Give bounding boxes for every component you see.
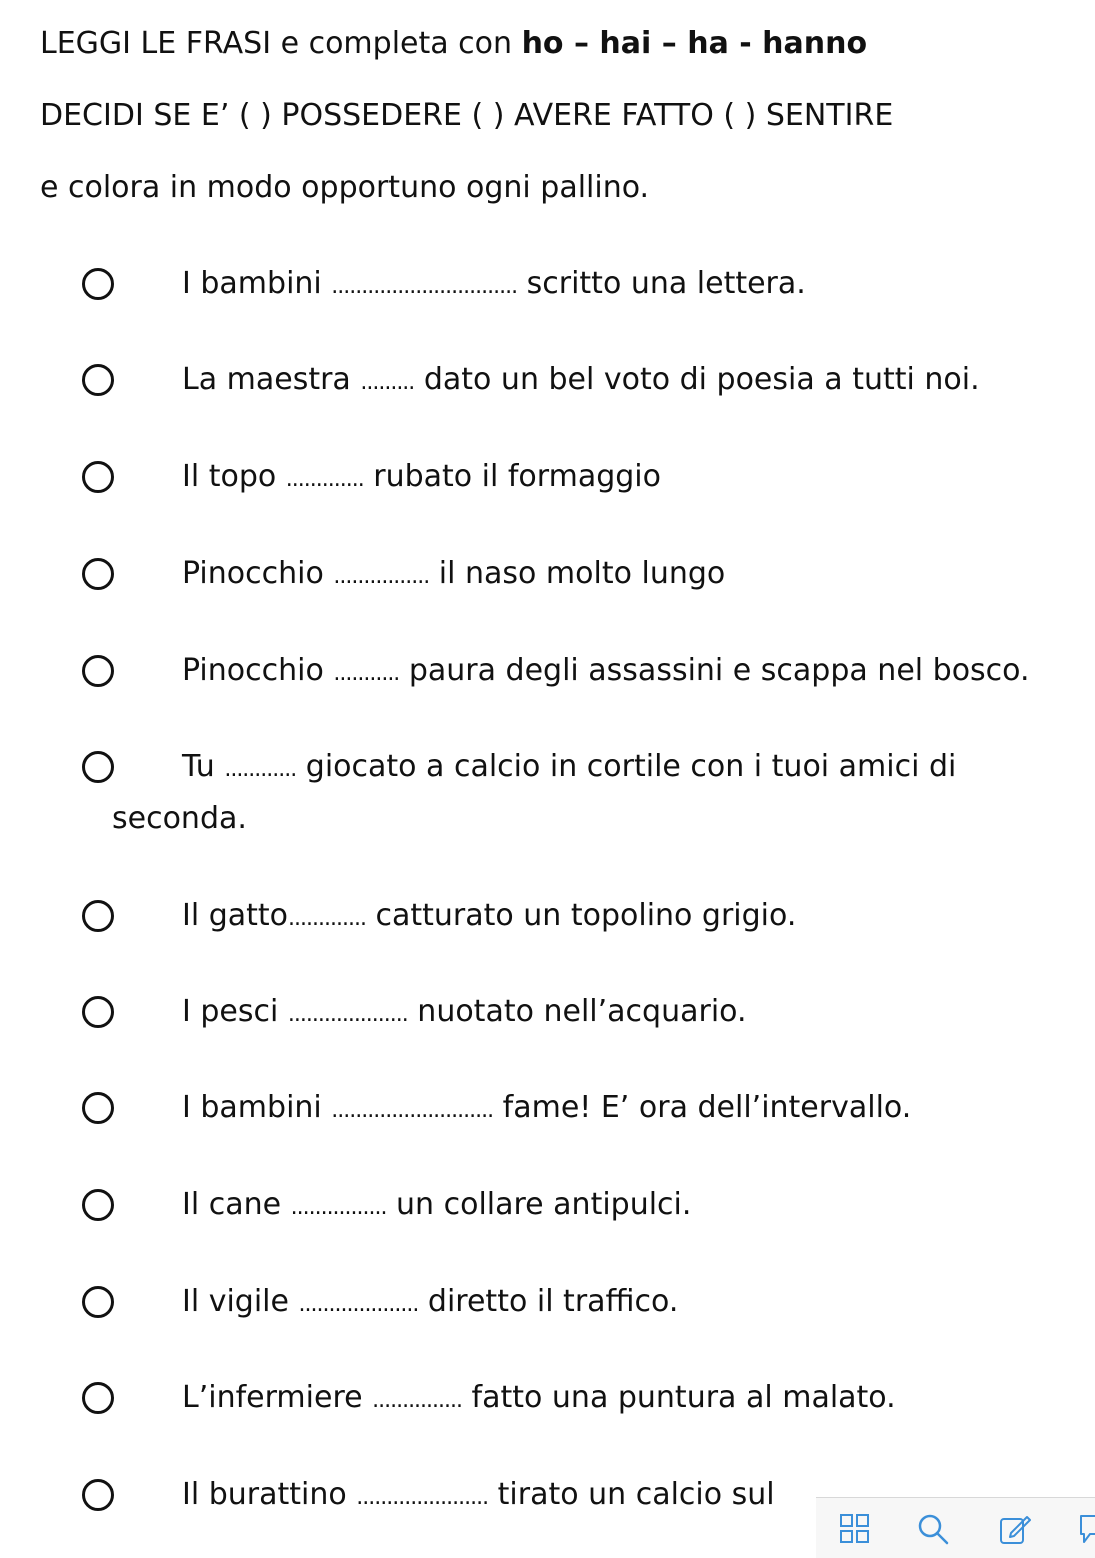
- answer-circle[interactable]: [82, 996, 114, 1028]
- answer-circle[interactable]: [82, 1382, 114, 1414]
- sentence-start: Il topo: [182, 459, 286, 494]
- blank[interactable]: ................: [333, 564, 430, 589]
- sentence: [182, 1090, 911, 1125]
- sentence: [182, 898, 796, 933]
- sentence: [182, 556, 725, 591]
- answer-circle[interactable]: [82, 1189, 114, 1221]
- blank[interactable]: ....................: [298, 1292, 419, 1317]
- sentence-end: il naso molto lungo: [429, 556, 726, 591]
- blank[interactable]: ............: [224, 757, 297, 782]
- blank[interactable]: ...............: [372, 1388, 463, 1413]
- viewer-toolbar: [816, 1497, 1095, 1558]
- sentence-end: catturato un topolino grigio.: [365, 898, 797, 933]
- blank[interactable]: ...........: [333, 661, 400, 686]
- answer-circle[interactable]: [82, 1479, 114, 1511]
- instruction-line-1: [40, 26, 867, 61]
- sentence-start: Tu: [182, 749, 225, 784]
- sentence: [182, 1284, 678, 1319]
- instruction-line-3: e colora in modo opportuno ogni pallino.: [40, 170, 650, 205]
- sentence-continuation: seconda.: [112, 801, 247, 836]
- sentence-start: I bambini: [182, 1090, 332, 1125]
- sentence: [182, 266, 806, 301]
- instruction-line-2: DECIDI SE E’ ( ) POSSEDERE ( ) AVERE FATTO ( ) SENTIRE: [40, 98, 894, 133]
- blank[interactable]: .........: [360, 370, 415, 395]
- sentence: [182, 1477, 775, 1512]
- grid-icon[interactable]: [838, 1512, 872, 1546]
- sentence-start: L’infermiere: [182, 1380, 373, 1415]
- sentence-end: fame! E’ ora dell’intervallo.: [493, 1090, 912, 1125]
- sentence: [182, 994, 747, 1029]
- answer-circle[interactable]: [82, 268, 114, 300]
- answer-circle[interactable]: [82, 461, 114, 493]
- instruction-line-1-text: LEGGI LE FRASI e completa con: [40, 26, 513, 61]
- answer-circle[interactable]: [82, 558, 114, 590]
- sentence-end: rubato il formaggio: [363, 459, 661, 494]
- sentence-start: Pinocchio: [182, 653, 334, 688]
- sentence: [182, 749, 956, 784]
- sentence: [182, 653, 1030, 688]
- answer-circle[interactable]: [82, 364, 114, 396]
- answer-circle[interactable]: [82, 1286, 114, 1318]
- sentence-start: Il gatto: [182, 898, 289, 933]
- answer-circle[interactable]: [82, 655, 114, 687]
- answer-circle[interactable]: [82, 900, 114, 932]
- sentence-end: giocato a calcio in cortile con i tuoi amici di: [296, 749, 957, 784]
- sentence-start: I bambini: [182, 266, 332, 301]
- instruction-options: ho – hai – ha - hanno: [521, 26, 868, 61]
- sentence-end: nuotato nell’acquario.: [407, 994, 747, 1029]
- sentence-end: scritto una lettera.: [517, 266, 806, 301]
- blank[interactable]: ................: [290, 1195, 387, 1220]
- blank[interactable]: .............: [288, 906, 366, 931]
- sentence-start: Il cane: [182, 1187, 291, 1222]
- blank[interactable]: .............: [285, 467, 364, 492]
- comment-icon[interactable]: [1076, 1512, 1095, 1546]
- sentence-end: fatto una puntura al malato.: [462, 1380, 896, 1415]
- sentence-start: Pinocchio: [182, 556, 334, 591]
- answer-circle[interactable]: [82, 751, 114, 783]
- edit-icon[interactable]: [998, 1512, 1032, 1546]
- sentence: [182, 1380, 896, 1415]
- sentence-end: un collare antipulci.: [386, 1187, 692, 1222]
- sentence-start: I pesci: [182, 994, 288, 1029]
- sentence-end: paura degli assassini e scappa nel bosco.: [399, 653, 1030, 688]
- blank[interactable]: ......................: [356, 1485, 489, 1510]
- blank[interactable]: ...............................: [331, 274, 518, 299]
- sentence: [182, 1187, 691, 1222]
- sentence-end: dato un bel voto di poesia a tutti noi.: [414, 362, 980, 397]
- answer-circle[interactable]: [82, 1092, 114, 1124]
- sentence: [182, 362, 980, 397]
- sentence: [182, 459, 661, 494]
- sentence-start: Il burattino: [182, 1477, 357, 1512]
- sentence-start: Il vigile: [182, 1284, 299, 1319]
- sentence-end: diretto il traffico.: [418, 1284, 679, 1319]
- blank[interactable]: ...........................: [331, 1098, 494, 1123]
- blank[interactable]: ....................: [287, 1002, 408, 1027]
- search-icon[interactable]: [916, 1512, 950, 1546]
- sentence-start: La maestra: [182, 362, 361, 397]
- sentence-end: tirato un calcio sul: [488, 1477, 775, 1512]
